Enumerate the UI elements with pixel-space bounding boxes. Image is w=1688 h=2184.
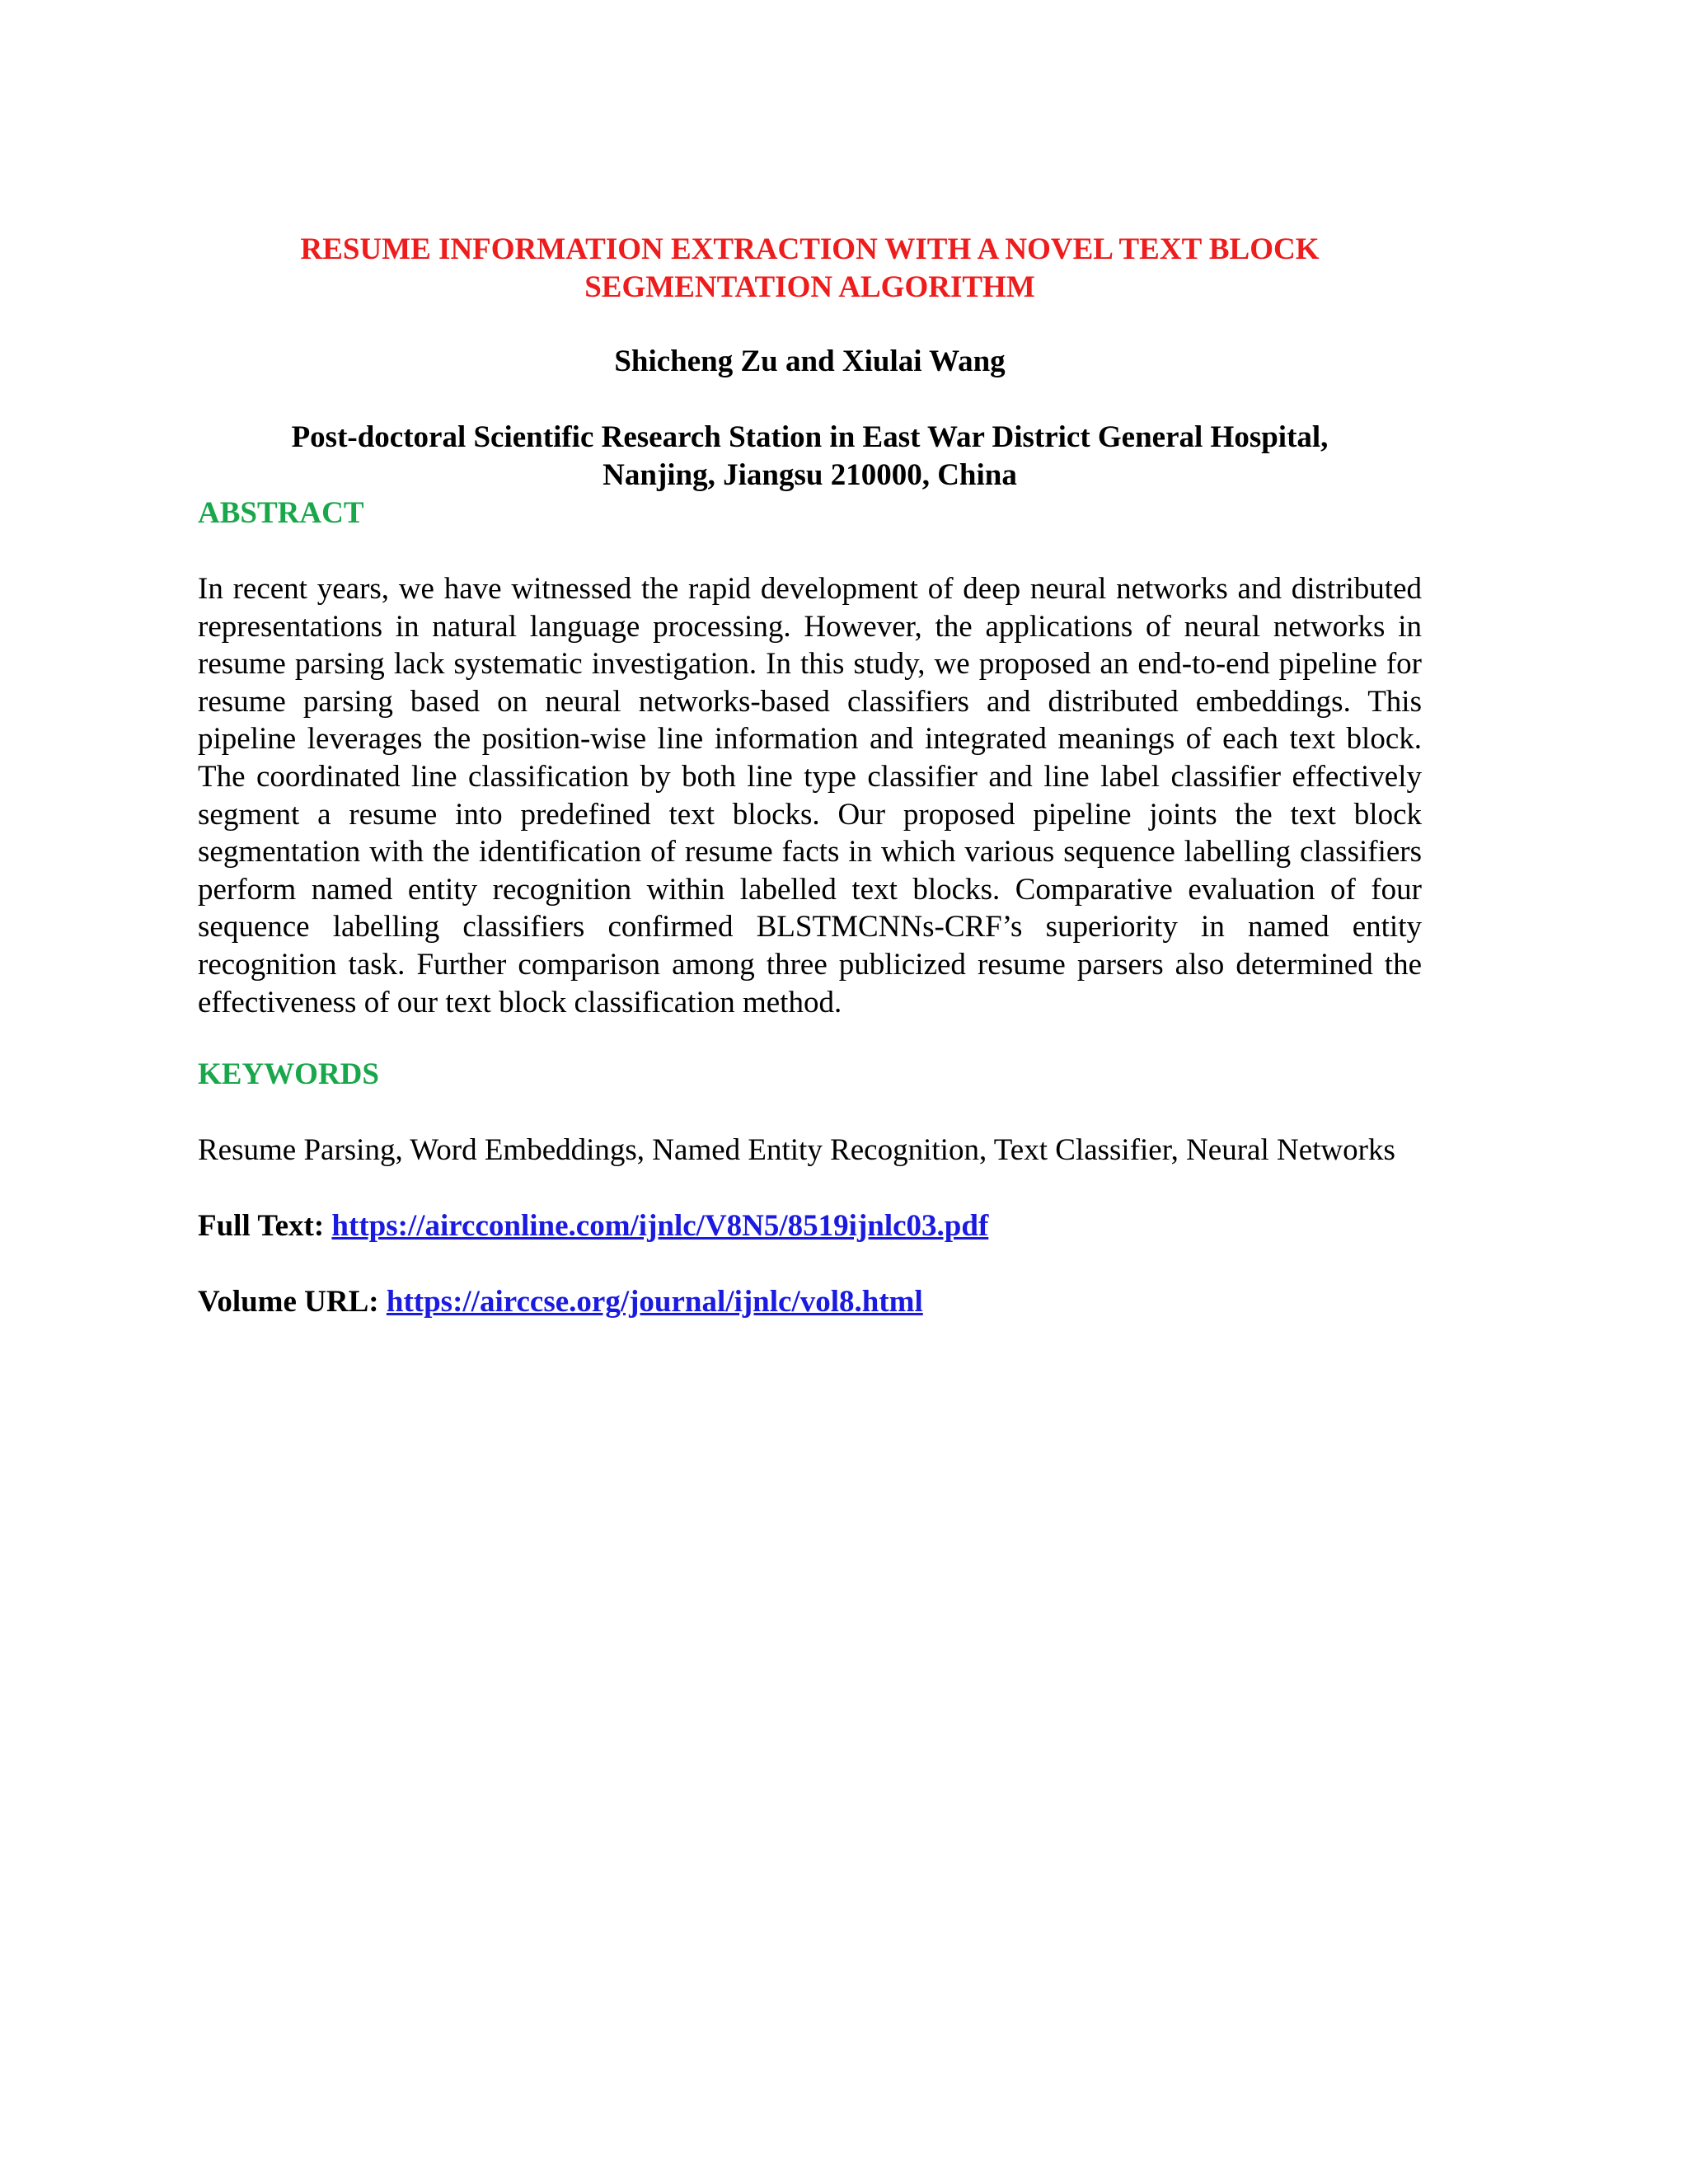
paper-title-line-1: RESUME INFORMATION EXTRACTION WITH A NOVEL TEXT BLOCK (300, 232, 1320, 266)
document-page (198, 231, 1422, 1321)
paper-title-line-2: SEGMENTATION ALGORITHM (584, 270, 1035, 304)
volume-url-label: Volume URL: (198, 1285, 379, 1319)
keywords-heading: KEYWORDS (198, 1057, 379, 1092)
volume-url-line (198, 1283, 1422, 1321)
full-text-label: Full Text: (198, 1209, 325, 1244)
affiliation-line-1: Post-doctoral Scientific Research Station in East War District General Hospital, (291, 420, 1329, 454)
full-text-line (198, 1207, 1422, 1245)
keywords-text: Resume Parsing, Word Embeddings, Named Entity Recognition, Text Classifier, Neural Networks (198, 1133, 1395, 1168)
full-text-link[interactable]: https://aircconline.com/ijnlc/V8N5/8519ijnlc03.pdf (331, 1209, 989, 1244)
authors: Shicheng Zu and Xiulai Wang (614, 344, 1006, 378)
abstract-heading: ABSTRACT (198, 496, 364, 530)
abstract-text: In recent years, we have witnessed the rapid development of deep neural networks and distributed representations in natural language processing. However, the applications of neural networks in resume parsing lack systematic investigation. In this study, we proposed an end-to-end pipeline for resume parsing based on neural networks-based classifiers and distributed embeddings. This pipeline leverages the position-wise line information and integrated meanings of each text block. The coordinated line classification by both line type classifier and line label classifier effectively segment a resume into predefined text blocks. Our proposed pipeline joints the text block segmentation with the identification of resume facts in which various sequence labelling classifiers perform named entity recognition within labelled text blocks. Comparative evaluation of four sequence labelling classifiers confirmed BLSTMCNNs-CRF’s superiority in named entity recognition task. Further comparison among three publicized resume parsers also determined the effectiveness of our text block classification method. (198, 572, 1422, 1019)
affiliation-line-2: Nanjing, Jiangsu 210000, China (603, 458, 1017, 492)
volume-url-link[interactable]: https://airccse.org/journal/ijnlc/vol8.html (386, 1285, 923, 1319)
affiliation (198, 419, 1422, 494)
paper-title (198, 231, 1422, 307)
